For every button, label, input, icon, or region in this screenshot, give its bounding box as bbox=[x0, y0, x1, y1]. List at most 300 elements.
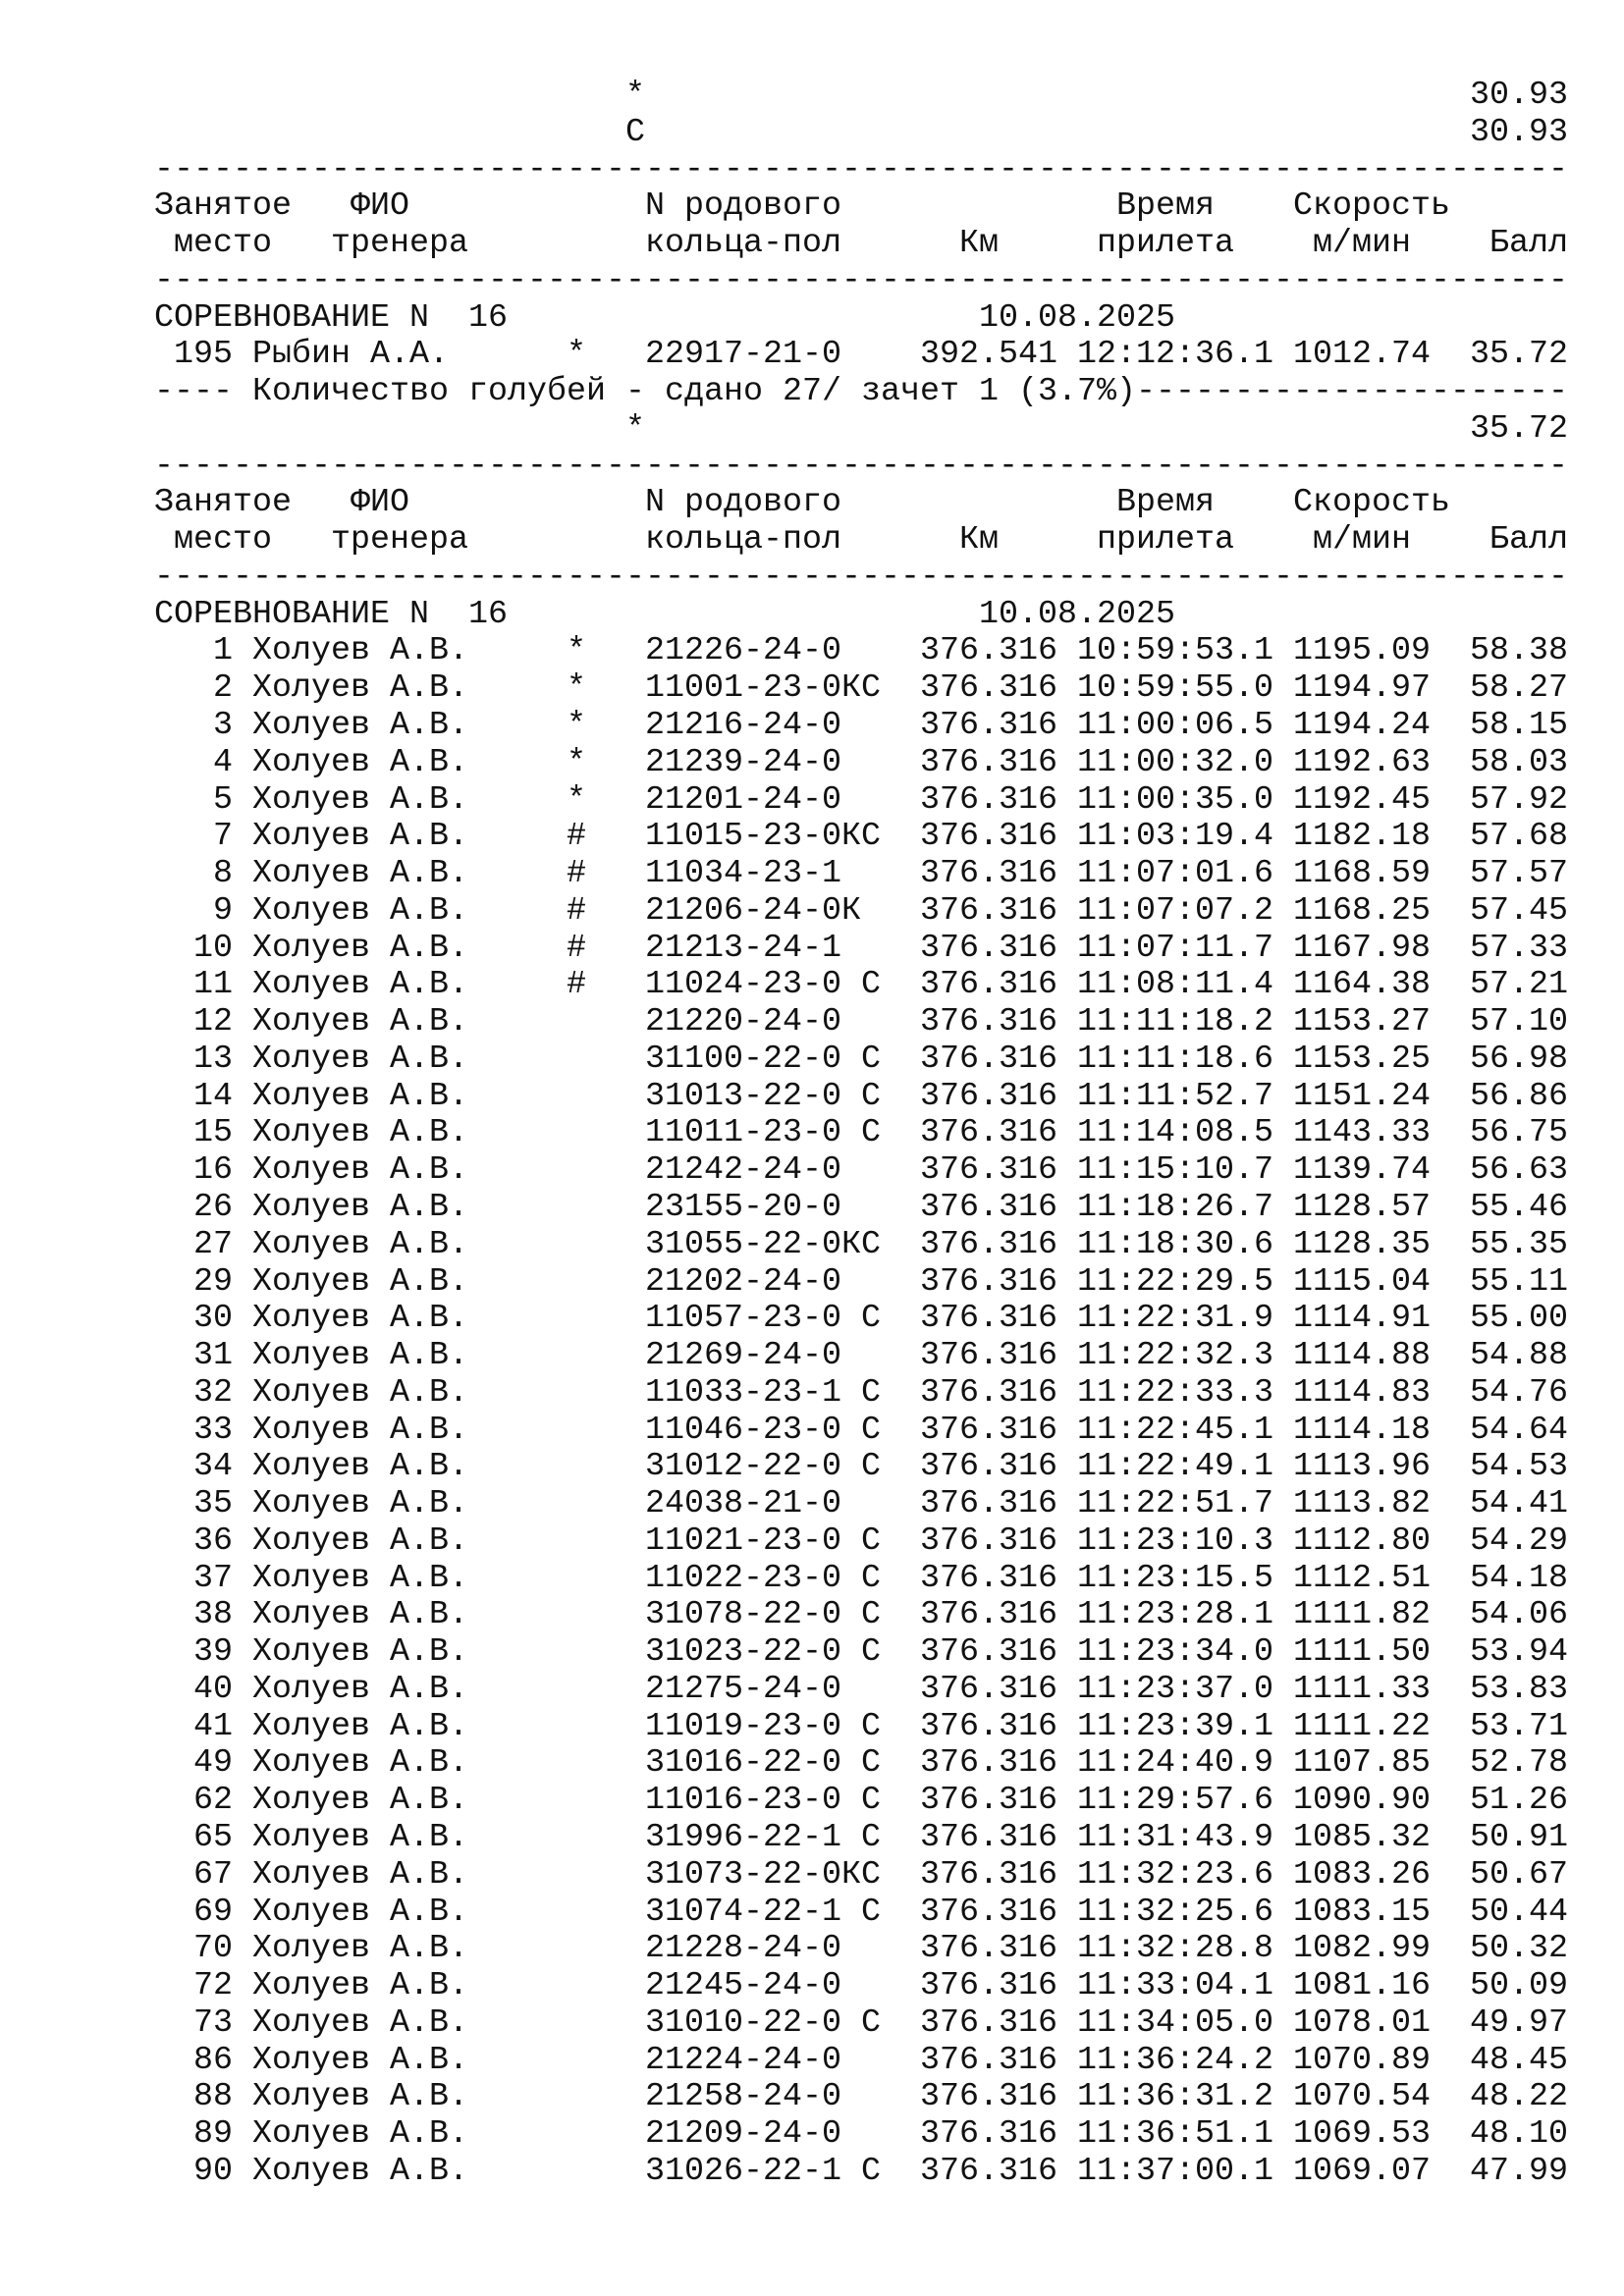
score-cell: 56.63 bbox=[1470, 1151, 1569, 1190]
fancier-name-cell: Холуев А.В. bbox=[252, 1930, 469, 1968]
place-cell: 40 bbox=[192, 1670, 233, 1708]
score-cell: 54.88 bbox=[1470, 1337, 1569, 1375]
distance-km-cell: 376.316 bbox=[920, 2041, 1058, 2079]
place-cell: 36 bbox=[192, 1522, 233, 1560]
fancier-name-cell: Холуев А.В. bbox=[252, 1114, 469, 1152]
result-row bbox=[154, 1745, 1568, 1783]
result-row bbox=[154, 337, 1568, 374]
section-1-summary bbox=[154, 411, 1568, 449]
ring-number-cell: 21258-24-0 bbox=[645, 2078, 842, 2116]
score-cell: 55.46 bbox=[1470, 1188, 1569, 1226]
column-header-line-1 bbox=[154, 188, 1568, 226]
fancier-name-cell: Холуев А.В. bbox=[252, 966, 469, 1004]
distance-km-cell: 376.316 bbox=[920, 1855, 1058, 1894]
result-row bbox=[154, 1523, 1568, 1561]
ring-number-cell: 21242-24-0 bbox=[645, 1151, 842, 1190]
row-marker: # bbox=[567, 929, 587, 967]
competition-title-line bbox=[154, 300, 1568, 338]
place-cell: 38 bbox=[192, 1596, 233, 1634]
place-cell: 15 bbox=[192, 1114, 233, 1152]
score-cell: 54.06 bbox=[1470, 1596, 1569, 1634]
score-cell: 47.99 bbox=[1470, 2152, 1569, 2190]
arrival-time-cell: 11:11:52.7 bbox=[1077, 1077, 1274, 1115]
arrival-time-cell: 11:07:01.6 bbox=[1077, 855, 1274, 893]
arrival-time-cell: 11:22:49.1 bbox=[1077, 1448, 1274, 1486]
row-marker: * bbox=[567, 707, 587, 745]
result-row bbox=[154, 670, 1568, 708]
result-row bbox=[154, 708, 1568, 745]
fancier-name-cell: Холуев А.В. bbox=[252, 1300, 469, 1338]
fancier-name-cell: Холуев А.В. bbox=[252, 1337, 469, 1375]
ring-number-cell: 21201-24-0 bbox=[645, 780, 842, 819]
score-cell: 55.11 bbox=[1470, 1262, 1569, 1301]
score-cell: 54.64 bbox=[1470, 1411, 1569, 1449]
arrival-time-cell: 11:23:10.3 bbox=[1077, 1522, 1274, 1560]
column-header-line-2 bbox=[154, 226, 1568, 263]
ring-number-cell: 31100-22-0 С bbox=[645, 1040, 882, 1078]
header-ring: N родового bbox=[645, 187, 842, 226]
fancier-name-cell: Холуев А.В. bbox=[252, 1596, 469, 1634]
speed-cell: 1139.74 bbox=[1293, 1151, 1432, 1190]
summary-line bbox=[154, 411, 1568, 449]
result-row bbox=[154, 633, 1568, 670]
result-row bbox=[154, 1041, 1568, 1079]
result-row bbox=[154, 1190, 1568, 1227]
arrival-time-cell: 11:37:00.1 bbox=[1077, 2152, 1274, 2190]
ring-number-cell: 21202-24-0 bbox=[645, 1262, 842, 1301]
ring-number-cell: 21245-24-0 bbox=[645, 1967, 842, 2005]
ring-number-cell: 21224-24-0 bbox=[645, 2041, 842, 2079]
row-marker: * bbox=[567, 632, 587, 670]
row-marker: # bbox=[567, 966, 587, 1004]
arrival-time-cell: 11:00:35.0 bbox=[1077, 780, 1274, 819]
header-speed-sub: м/мин bbox=[1313, 521, 1412, 560]
speed-cell: 1090.90 bbox=[1293, 1782, 1432, 1820]
result-row bbox=[154, 1709, 1568, 1746]
fancier-name-cell: Холуев А.В. bbox=[252, 1262, 469, 1301]
score-cell: 54.18 bbox=[1470, 1559, 1569, 1597]
ring-number-cell: 31026-22-1 С bbox=[645, 2152, 882, 2190]
place-cell: 29 bbox=[192, 1262, 233, 1301]
distance-km-cell: 376.316 bbox=[920, 1930, 1058, 1968]
arrival-time-cell: 11:34:05.0 bbox=[1077, 2003, 1274, 2042]
place-cell: 11 bbox=[192, 966, 233, 1004]
score-cell: 54.53 bbox=[1470, 1448, 1569, 1486]
ring-number-cell: 11021-23-0 С bbox=[645, 1522, 882, 1560]
ring-number-cell: 11015-23-0КС bbox=[645, 818, 882, 856]
place-cell: 70 bbox=[192, 1930, 233, 1968]
place-cell: 13 bbox=[192, 1040, 233, 1078]
fancier-name-cell: Холуев А.В. bbox=[252, 2152, 469, 2190]
result-row bbox=[154, 2154, 1568, 2191]
speed-cell: 1083.15 bbox=[1293, 1893, 1432, 1931]
result-row bbox=[154, 1152, 1568, 1190]
result-row bbox=[154, 1783, 1568, 1820]
row-marker: # bbox=[567, 855, 587, 893]
speed-cell: 1151.24 bbox=[1293, 1077, 1432, 1115]
ring-number-cell: 21275-24-0 bbox=[645, 1670, 842, 1708]
place-cell: 89 bbox=[192, 2115, 233, 2154]
result-row bbox=[154, 1820, 1568, 1857]
score-cell: 53.83 bbox=[1470, 1670, 1569, 1708]
ring-number-cell: 31010-22-0 С bbox=[645, 2003, 882, 2042]
place-cell: 27 bbox=[192, 1225, 233, 1263]
place-cell: 41 bbox=[192, 1707, 233, 1745]
score-cell: 50.44 bbox=[1470, 1893, 1569, 1931]
result-row bbox=[154, 1857, 1568, 1895]
arrival-time-cell: 11:07:07.2 bbox=[1077, 891, 1274, 930]
place-cell: 34 bbox=[192, 1448, 233, 1486]
score-cell: 56.98 bbox=[1470, 1040, 1569, 1078]
arrival-time-cell: 11:03:19.4 bbox=[1077, 818, 1274, 856]
result-row bbox=[154, 1931, 1568, 1968]
result-row bbox=[154, 1561, 1568, 1598]
summary-line bbox=[154, 115, 1568, 152]
distance-km-cell: 376.316 bbox=[920, 966, 1058, 1004]
result-row bbox=[154, 1895, 1568, 1932]
place-cell: 72 bbox=[192, 1967, 233, 2005]
distance-km-cell: 376.316 bbox=[920, 2003, 1058, 2042]
place-cell: 30 bbox=[192, 1300, 233, 1338]
score-cell: 58.03 bbox=[1470, 743, 1569, 781]
arrival-time-cell: 11:23:28.1 bbox=[1077, 1596, 1274, 1634]
score-cell: 48.45 bbox=[1470, 2041, 1569, 2079]
results-printout bbox=[154, 78, 1568, 2191]
header-ring-sub: кольца-пол bbox=[645, 521, 842, 560]
place-cell: 39 bbox=[192, 1633, 233, 1672]
score-cell: 50.67 bbox=[1470, 1855, 1569, 1894]
arrival-time-cell: 11:22:32.3 bbox=[1077, 1337, 1274, 1375]
speed-cell: 1114.91 bbox=[1293, 1300, 1432, 1338]
fancier-name-cell: Рыбин А.А. bbox=[252, 336, 450, 374]
results-table-1 bbox=[154, 337, 1568, 374]
speed-cell: 1112.80 bbox=[1293, 1522, 1432, 1560]
place-cell: 65 bbox=[192, 1818, 233, 1856]
speed-cell: 1192.63 bbox=[1293, 743, 1432, 781]
speed-cell: 1168.25 bbox=[1293, 891, 1432, 930]
place-cell: 3 bbox=[212, 707, 233, 745]
score-cell: 56.86 bbox=[1470, 1077, 1569, 1115]
ring-number-cell: 31023-22-0 С bbox=[645, 1633, 882, 1672]
distance-km-cell: 376.316 bbox=[920, 1818, 1058, 1856]
result-row bbox=[154, 1264, 1568, 1302]
distance-km-cell: 376.316 bbox=[920, 2115, 1058, 2154]
distance-km-cell: 376.316 bbox=[920, 1485, 1058, 1523]
header-place: Занятое bbox=[154, 484, 293, 522]
separator: ------------------------------------------------------------------------ bbox=[154, 558, 1569, 596]
speed-cell: 1081.16 bbox=[1293, 1967, 1432, 2005]
competition-title-line bbox=[154, 597, 1568, 634]
fancier-name-cell: Холуев А.В. bbox=[252, 929, 469, 967]
result-row bbox=[154, 782, 1568, 820]
speed-cell: 1085.32 bbox=[1293, 1818, 1432, 1856]
distance-km-cell: 376.316 bbox=[920, 1262, 1058, 1301]
distance-km-cell: 376.316 bbox=[920, 1337, 1058, 1375]
ring-number-cell: 21216-24-0 bbox=[645, 707, 842, 745]
ring-number-cell: 31012-22-0 С bbox=[645, 1448, 882, 1486]
result-row bbox=[154, 856, 1568, 893]
speed-cell: 1107.85 bbox=[1293, 1744, 1432, 1783]
arrival-time-cell: 10:59:55.0 bbox=[1077, 669, 1274, 708]
arrival-time-cell: 11:36:24.2 bbox=[1077, 2041, 1274, 2079]
result-row bbox=[154, 2116, 1568, 2154]
result-row bbox=[154, 1597, 1568, 1634]
result-row bbox=[154, 745, 1568, 782]
distance-km-cell: 376.316 bbox=[920, 1522, 1058, 1560]
result-row bbox=[154, 1486, 1568, 1523]
result-row bbox=[154, 1968, 1568, 2005]
distance-km-cell: 376.316 bbox=[920, 1373, 1058, 1412]
header-time: Время bbox=[1116, 187, 1216, 226]
fancier-name-cell: Холуев А.В. bbox=[252, 2115, 469, 2154]
distance-km-cell: 376.316 bbox=[920, 891, 1058, 930]
row-marker: # bbox=[567, 891, 587, 930]
place-cell: 195 bbox=[173, 336, 233, 374]
separator: ------------------------------------------------------------------------ bbox=[154, 150, 1569, 188]
result-row bbox=[154, 2079, 1568, 2116]
ring-number-cell: 11011-23-0 С bbox=[645, 1114, 882, 1152]
header-speed: Скорость bbox=[1293, 484, 1451, 522]
fancier-name-cell: Холуев А.В. bbox=[252, 1188, 469, 1226]
score-cell: 55.35 bbox=[1470, 1225, 1569, 1263]
fancier-name-cell: Холуев А.В. bbox=[252, 1151, 469, 1190]
fancier-name-cell: Холуев А.В. bbox=[252, 1077, 469, 1115]
score-cell: 57.10 bbox=[1470, 1003, 1569, 1041]
fancier-name-cell: Холуев А.В. bbox=[252, 1040, 469, 1078]
ring-number-cell: 11001-23-0КС bbox=[645, 669, 882, 708]
ring-number-cell: 11033-23-1 С bbox=[645, 1373, 882, 1412]
distance-km-cell: 376.316 bbox=[920, 1077, 1058, 1115]
arrival-time-cell: 11:31:43.9 bbox=[1077, 1818, 1274, 1856]
row-marker: * bbox=[567, 336, 587, 374]
speed-cell: 1115.04 bbox=[1293, 1262, 1432, 1301]
speed-cell: 1083.26 bbox=[1293, 1855, 1432, 1894]
score-cell: 53.94 bbox=[1470, 1633, 1569, 1672]
arrival-time-cell: 11:22:51.7 bbox=[1077, 1485, 1274, 1523]
result-row bbox=[154, 2043, 1568, 2080]
place-cell: 90 bbox=[192, 2152, 233, 2190]
header-time-sub: прилета bbox=[1097, 521, 1235, 560]
speed-cell: 1070.89 bbox=[1293, 2041, 1432, 2079]
score-cell: 57.33 bbox=[1470, 929, 1569, 967]
arrival-time-cell: 11:00:32.0 bbox=[1077, 743, 1274, 781]
fancier-name-cell: Холуев А.В. bbox=[252, 1411, 469, 1449]
place-cell: 10 bbox=[192, 929, 233, 967]
ring-number-cell: 23155-20-0 bbox=[645, 1188, 842, 1226]
header-speed-sub: м/мин bbox=[1313, 225, 1412, 263]
speed-cell: 1128.57 bbox=[1293, 1188, 1432, 1226]
competition-date: 10.08.2025 bbox=[979, 298, 1176, 337]
place-cell: 5 bbox=[212, 780, 233, 819]
distance-km-cell: 376.316 bbox=[920, 1967, 1058, 2005]
place-cell: 26 bbox=[192, 1188, 233, 1226]
results-table-2 bbox=[154, 633, 1568, 2190]
speed-cell: 1182.18 bbox=[1293, 818, 1432, 856]
speed-cell: 1128.35 bbox=[1293, 1225, 1432, 1263]
ring-number-cell: 31016-22-0 С bbox=[645, 1744, 882, 1783]
arrival-time-cell: 12:12:36.1 bbox=[1077, 336, 1274, 374]
score-cell: 58.15 bbox=[1470, 707, 1569, 745]
fancier-name-cell: Холуев А.В. bbox=[252, 780, 469, 819]
place-cell: 9 bbox=[212, 891, 233, 930]
distance-km-cell: 376.316 bbox=[920, 1448, 1058, 1486]
score-cell: 51.26 bbox=[1470, 1782, 1569, 1820]
ring-number-cell: 11034-23-1 bbox=[645, 855, 842, 893]
speed-cell: 1082.99 bbox=[1293, 1930, 1432, 1968]
arrival-time-cell: 11:23:39.1 bbox=[1077, 1707, 1274, 1745]
speed-cell: 1168.59 bbox=[1293, 855, 1432, 893]
speed-cell: 1195.09 bbox=[1293, 632, 1432, 670]
score-cell: 48.22 bbox=[1470, 2078, 1569, 2116]
arrival-time-cell: 11:14:08.5 bbox=[1077, 1114, 1274, 1152]
arrival-time-cell: 10:59:53.1 bbox=[1077, 632, 1274, 670]
fancier-name-cell: Холуев А.В. bbox=[252, 1707, 469, 1745]
result-row bbox=[154, 893, 1568, 931]
place-cell: 1 bbox=[212, 632, 233, 670]
result-row bbox=[154, 1079, 1568, 1116]
ring-number-cell: 21269-24-0 bbox=[645, 1337, 842, 1375]
result-row bbox=[154, 1227, 1568, 1264]
pigeon-count-line bbox=[154, 374, 1568, 411]
arrival-time-cell: 11:22:29.5 bbox=[1077, 1262, 1274, 1301]
result-row bbox=[154, 1449, 1568, 1486]
header-name-sub: тренера bbox=[331, 521, 469, 560]
distance-km-cell: 376.316 bbox=[920, 669, 1058, 708]
fancier-name-cell: Холуев А.В. bbox=[252, 632, 469, 670]
fancier-name-cell: Холуев А.В. bbox=[252, 1744, 469, 1783]
header-name-sub: тренера bbox=[331, 225, 469, 263]
fancier-name-cell: Холуев А.В. bbox=[252, 1893, 469, 1931]
ring-number-cell: 31996-22-1 С bbox=[645, 1818, 882, 1856]
distance-km-cell: 376.316 bbox=[920, 1744, 1058, 1783]
speed-cell: 1111.50 bbox=[1293, 1633, 1432, 1672]
header-name: ФИО bbox=[351, 484, 410, 522]
place-cell: 73 bbox=[192, 2003, 233, 2042]
distance-km-cell: 376.316 bbox=[920, 1893, 1058, 1931]
fancier-name-cell: Холуев А.В. bbox=[252, 1003, 469, 1041]
place-cell: 49 bbox=[192, 1744, 233, 1783]
fancier-name-cell: Холуев А.В. bbox=[252, 1373, 469, 1412]
arrival-time-cell: 11:08:11.4 bbox=[1077, 966, 1274, 1004]
distance-km-cell: 376.316 bbox=[920, 855, 1058, 893]
fancier-name-cell: Холуев А.В. bbox=[252, 743, 469, 781]
summary-score: 30.93 bbox=[1470, 77, 1569, 114]
distance-km-cell: 376.316 bbox=[920, 1114, 1058, 1152]
ring-number-cell: 21209-24-0 bbox=[645, 2115, 842, 2154]
place-cell: 31 bbox=[192, 1337, 233, 1375]
distance-km-cell: 376.316 bbox=[920, 2078, 1058, 2116]
distance-km-cell: 376.316 bbox=[920, 1151, 1058, 1190]
row-marker: * bbox=[567, 780, 587, 819]
distance-km-cell: 376.316 bbox=[920, 1411, 1058, 1449]
summary-marker: * bbox=[625, 409, 646, 448]
speed-cell: 1167.98 bbox=[1293, 929, 1432, 967]
summary-line bbox=[154, 78, 1568, 115]
score-cell: 54.41 bbox=[1470, 1485, 1569, 1523]
competition-title: СОРЕВНОВАНИЕ N 16 bbox=[154, 298, 509, 337]
separator: ------------------------------------------------------------------------ bbox=[154, 261, 1569, 299]
score-cell: 53.71 bbox=[1470, 1707, 1569, 1745]
distance-km-cell: 376.316 bbox=[920, 743, 1058, 781]
result-row bbox=[154, 1375, 1568, 1413]
speed-cell: 1153.25 bbox=[1293, 1040, 1432, 1078]
score-cell: 54.29 bbox=[1470, 1522, 1569, 1560]
fancier-name-cell: Холуев А.В. bbox=[252, 1967, 469, 2005]
distance-km-cell: 376.316 bbox=[920, 1633, 1058, 1672]
speed-cell: 1111.82 bbox=[1293, 1596, 1432, 1634]
fancier-name-cell: Холуев А.В. bbox=[252, 855, 469, 893]
score-cell: 54.76 bbox=[1470, 1373, 1569, 1412]
arrival-time-cell: 11:11:18.6 bbox=[1077, 1040, 1274, 1078]
score-cell: 52.78 bbox=[1470, 1744, 1569, 1783]
place-cell: 33 bbox=[192, 1411, 233, 1449]
ring-number-cell: 11046-23-0 С bbox=[645, 1411, 882, 1449]
result-row bbox=[154, 1672, 1568, 1709]
score-cell: 57.68 bbox=[1470, 818, 1569, 856]
arrival-time-cell: 11:32:25.6 bbox=[1077, 1893, 1274, 1931]
row-marker: * bbox=[567, 743, 587, 781]
arrival-time-cell: 11:36:31.2 bbox=[1077, 2078, 1274, 2116]
header-speed: Скорость bbox=[1293, 187, 1451, 226]
fancier-name-cell: Холуев А.В. bbox=[252, 891, 469, 930]
speed-cell: 1114.18 bbox=[1293, 1411, 1432, 1449]
place-cell: 7 bbox=[212, 818, 233, 856]
speed-cell: 1012.74 bbox=[1293, 336, 1432, 374]
count-line-prefix: ---- bbox=[154, 373, 234, 411]
fancier-name-cell: Холуев А.В. bbox=[252, 1670, 469, 1708]
summary-marker: * bbox=[625, 77, 646, 114]
score-cell: 50.09 bbox=[1470, 1967, 1569, 2005]
ring-number-cell: 31078-22-0 С bbox=[645, 1596, 882, 1634]
arrival-time-cell: 11:36:51.1 bbox=[1077, 2115, 1274, 2154]
speed-cell: 1194.97 bbox=[1293, 669, 1432, 708]
score-cell: 35.72 bbox=[1470, 336, 1569, 374]
speed-cell: 1164.38 bbox=[1293, 966, 1432, 1004]
score-cell: 48.10 bbox=[1470, 2115, 1569, 2154]
fancier-name-cell: Холуев А.В. bbox=[252, 1559, 469, 1597]
score-cell: 57.21 bbox=[1470, 966, 1569, 1004]
distance-km-cell: 376.316 bbox=[920, 2152, 1058, 2190]
fancier-name-cell: Холуев А.В. bbox=[252, 669, 469, 708]
ring-number-cell: 11057-23-0 С bbox=[645, 1300, 882, 1338]
ring-number-cell: 22917-21-0 bbox=[645, 336, 842, 374]
fancier-name-cell: Холуев А.В. bbox=[252, 1818, 469, 1856]
ring-number-cell: 31055-22-0КС bbox=[645, 1225, 882, 1263]
speed-cell: 1114.88 bbox=[1293, 1337, 1432, 1375]
distance-km-cell: 376.316 bbox=[920, 1003, 1058, 1041]
header-time-sub: прилета bbox=[1097, 225, 1235, 263]
place-cell: 8 bbox=[212, 855, 233, 893]
place-cell: 2 bbox=[212, 669, 233, 708]
arrival-time-cell: 11:23:15.5 bbox=[1077, 1559, 1274, 1597]
place-cell: 14 bbox=[192, 1077, 233, 1115]
distance-km-cell: 376.316 bbox=[920, 1782, 1058, 1820]
result-row bbox=[154, 1301, 1568, 1338]
header-score: Балл bbox=[1489, 521, 1569, 560]
result-row bbox=[154, 819, 1568, 856]
count-line-suffix: ---------------------- bbox=[1136, 373, 1569, 411]
row-marker: * bbox=[567, 669, 587, 708]
arrival-time-cell: 11:15:10.7 bbox=[1077, 1151, 1274, 1190]
distance-km-cell: 376.316 bbox=[920, 780, 1058, 819]
score-cell: 55.00 bbox=[1470, 1300, 1569, 1338]
distance-km-cell: 376.316 bbox=[920, 1559, 1058, 1597]
result-row bbox=[154, 2005, 1568, 2043]
fancier-name-cell: Холуев А.В. bbox=[252, 2078, 469, 2116]
ring-number-cell: 21213-24-1 bbox=[645, 929, 842, 967]
ring-number-cell: 24038-21-0 bbox=[645, 1485, 842, 1523]
place-cell: 86 bbox=[192, 2041, 233, 2079]
